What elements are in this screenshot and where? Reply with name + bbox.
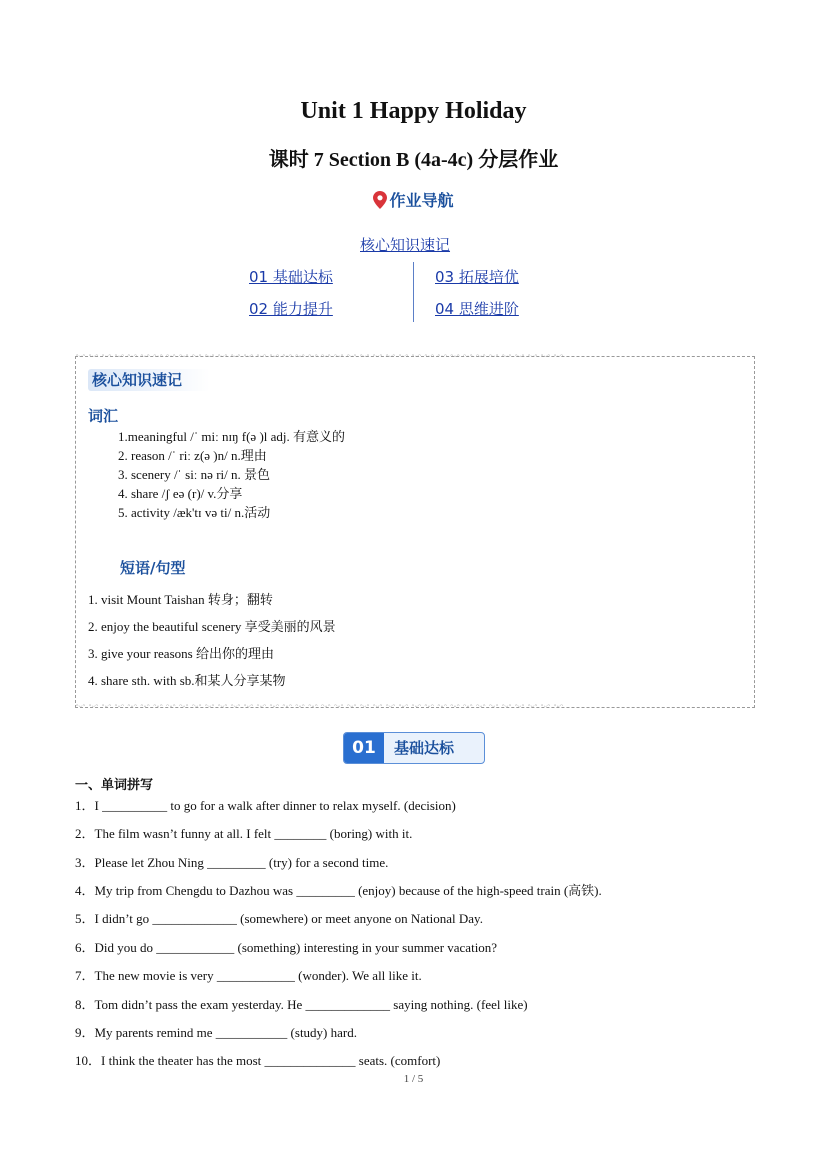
- location-pin-icon: [373, 191, 387, 209]
- page-number: 1 / 5: [403, 1073, 424, 1085]
- nav-divider: [413, 262, 414, 322]
- exercise-item: 4．My trip from Chengdu to Dazhou was _________ (enjoy) because of the high-speed train (高铁).: [75, 883, 602, 898]
- phrase-item: 2. enjoy the beautiful scenery 享受美丽的风景: [88, 619, 336, 634]
- exercise-heading: 一、单词拼写: [75, 778, 154, 793]
- phrase-label: 短语/句型: [120, 559, 186, 577]
- badge-number: 01: [344, 733, 384, 763]
- exercise-item: 1．I __________ to go for a walk after dinner to relax myself. (decision): [75, 798, 456, 813]
- homework-nav-heading: [0, 188, 827, 211]
- exercise-item: 8．Tom didn’t pass the exam yesterday. He _____________ saying nothing. (feel like): [75, 997, 528, 1012]
- exercise-item: 5．I didn’t go _____________ (somewhere) or meet anyone on National Day.: [75, 911, 483, 926]
- phrase-item: 4. share sth. with sb.和某人分享某物: [88, 673, 286, 688]
- homework-nav-label: 作业导航: [389, 191, 454, 210]
- vocab-label: 词汇: [88, 407, 119, 425]
- decorative-border-bottom: ᵔᵕᵔ ᵔᵕᵔ ᵔᵕᵔ ᵔᵕᵔ ᵔᵕᵔ ᵔᵕᵔ ᵔᵕᵔ ᵔᵕᵔ ᵔᵕᵔ ᵔᵕᵔ ᵔᵕᵔ ᵔᵕᵔ ᵔᵕᵔ ᵔᵕᵔ ᵔᵕᵔ ᵔᵕᵔ ᵔᵕᵔ ᵔᵕᵔ ᵔᵕᵔ ᵔᵕᵔ ᵔᵕᵔ ᵔᵕᵔ ᵔᵕᵔ ᵔᵕᵔ ᵔᵕᵔ ᵔᵕᵔ ᵔᵕᵔ ᵔᵕᵔ ᵔᵕᵔ ᵔᵕᵔ ᵔᵕᵔ ᵔᵕᵔ ᵔᵕᵔ ᵔᵕᵔ ᵔᵕᵔ ᵔᵕᵔ ᵔᵕᵔ ᵔᵕᵔ: [76, 703, 564, 711]
- exercise-item: 10．I think the theater has the most ______________ seats. (comfort): [75, 1053, 441, 1068]
- nav-link-thinking[interactable]: 04 思维进阶: [435, 300, 519, 318]
- phrase-item: 1. visit Mount Taishan 转身；翻转: [88, 592, 273, 607]
- vocab-item: 5. activity /æk'tɪ və ti/ n.活动: [118, 505, 271, 520]
- exercise-item: 3．Please let Zhou Ning _________ (try) for a second time.: [75, 855, 389, 870]
- phrase-item: 3. give your reasons 给出你的理由: [88, 646, 274, 661]
- badge-label: 基础达标: [394, 739, 455, 757]
- vocab-list: [118, 427, 345, 522]
- exercise-item: 7．The new movie is very ____________ (wonder). We all like it.: [75, 968, 422, 983]
- nav-link-basic[interactable]: 01 基础达标: [249, 268, 333, 286]
- nav-link-core-knowledge[interactable]: 核心知识速记: [360, 236, 451, 254]
- decorative-border-top: ᵔᵕᵔ ᵔᵕᵔ ᵔᵕᵔ ᵔᵕᵔ ᵔᵕᵔ ᵔᵕᵔ ᵔᵕᵔ ᵔᵕᵔ ᵔᵕᵔ ᵔᵕᵔ ᵔᵕᵔ ᵔᵕᵔ ᵔᵕᵔ ᵔᵕᵔ ᵔᵕᵔ ᵔᵕᵔ ᵔᵕᵔ ᵔᵕᵔ ᵔᵕᵔ ᵔᵕᵔ ᵔᵕᵔ ᵔᵕᵔ ᵔᵕᵔ ᵔᵕᵔ ᵔᵕᵔ ᵔᵕᵔ ᵔᵕᵔ ᵔᵕᵔ ᵔᵕᵔ ᵔᵕᵔ ᵔᵕᵔ ᵔᵕᵔ ᵔᵕᵔ ᵔᵕᵔ ᵔᵕᵔ ᵔᵕᵔ ᵔᵕᵔ ᵔᵕᵔ: [76, 353, 564, 361]
- core-knowledge-heading: 核心知识速记: [88, 369, 210, 390]
- vocab-item: 4. share /ʃ eə (r)/ v.分享: [118, 486, 243, 501]
- section-badge-basic: [343, 732, 485, 764]
- page-title: Unit 1 Happy Holiday: [300, 98, 527, 124]
- exercise-item: 2．The film wasn’t funny at all. I felt ________ (boring) with it.: [75, 826, 413, 841]
- core-knowledge-box: [75, 353, 755, 711]
- nav-link-extension[interactable]: 03 拓展培优: [435, 268, 519, 286]
- exercise-item: 6．Did you do ____________ (something) interesting in your summer vacation?: [75, 940, 498, 955]
- vocab-item: 3. scenery /ˈ siː nə ri/ n. 景色: [118, 467, 270, 482]
- vocab-item: 1.meaningful /ˈ miː nɪŋ f(ə )l adj. 有意义的: [118, 429, 346, 444]
- vocab-item: 2. reason /ˈ riː z(ə )n/ n.理由: [118, 448, 267, 463]
- nav-link-ability[interactable]: 02 能力提升: [249, 300, 333, 318]
- exercise-item: 9．My parents remind me ___________ (study) hard.: [75, 1025, 357, 1040]
- page-subtitle: 课时 7 Section B (4a-4c) 分层作业: [268, 149, 559, 171]
